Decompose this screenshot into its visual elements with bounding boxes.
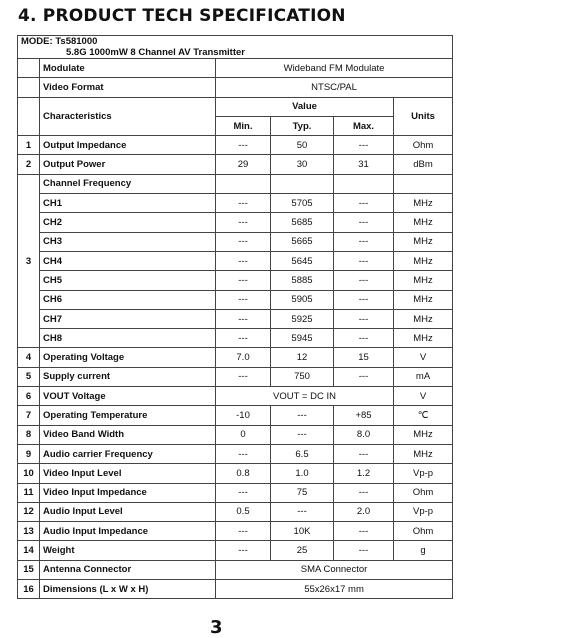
row-number: 15 [18, 560, 40, 579]
table-row [18, 136, 453, 155]
typ-value: 5665 [271, 232, 334, 251]
unit-value: MHz [394, 309, 453, 328]
unit-value: Ohm [394, 136, 453, 155]
min-value: 0 [216, 425, 271, 444]
table-row [18, 406, 453, 425]
channel-row [18, 194, 453, 213]
min-header: Min. [216, 116, 271, 135]
channel-row [18, 251, 453, 270]
unit-value: MHz [394, 232, 453, 251]
parameter-name: Output Power [40, 155, 216, 174]
row-number: 9 [18, 444, 40, 463]
min-value: --- [216, 213, 271, 232]
max-value: --- [334, 541, 394, 560]
table-row [18, 367, 453, 386]
channel-name: CH5 [40, 271, 216, 290]
parameter-name: Weight [40, 541, 216, 560]
channel-name: CH7 [40, 309, 216, 328]
model-code: Ts581000 [55, 36, 98, 47]
max-value: 1.2 [334, 464, 394, 483]
typ-value: 6.5 [271, 444, 334, 463]
typ-value: 1.0 [271, 464, 334, 483]
typ-value: --- [271, 406, 334, 425]
channel-name: CH2 [40, 213, 216, 232]
channel-name: CH1 [40, 194, 216, 213]
page-title: 4. PRODUCT TECH SPECIFICATION [18, 6, 346, 26]
channel-row [18, 329, 453, 348]
model-label: MODE: [21, 36, 53, 47]
typ-value: 5885 [271, 271, 334, 290]
row-number: 4 [18, 348, 40, 367]
min-value: --- [216, 309, 271, 328]
max-value: 15 [334, 348, 394, 367]
unit-value: Ohm [394, 522, 453, 541]
empty-cell [394, 174, 453, 193]
model-cell [18, 36, 453, 59]
parameter-name: Operating Voltage [40, 348, 216, 367]
parameter-name: Dimensions (L x W x H) [40, 580, 216, 599]
typ-value: 5645 [271, 251, 334, 270]
merged-value: VOUT = DC IN [216, 387, 394, 406]
parameter-name: Audio Input Level [40, 502, 216, 521]
table-row [18, 464, 453, 483]
typ-value: 750 [271, 367, 334, 386]
video-format-row [18, 78, 453, 97]
unit-value: V [394, 387, 453, 406]
spec-table [17, 35, 453, 599]
min-value: 29 [216, 155, 271, 174]
empty-cell [216, 174, 271, 193]
max-value: 8.0 [334, 425, 394, 444]
video-format-value: NTSC/PAL [216, 78, 453, 97]
row-number: 7 [18, 406, 40, 425]
channel-row [18, 232, 453, 251]
parameter-name: Audio carrier Frequency [40, 444, 216, 463]
value-header: Value [216, 97, 394, 116]
table-row [18, 522, 453, 541]
typ-value: 10K [271, 522, 334, 541]
unit-value: MHz [394, 290, 453, 309]
max-value: 31 [334, 155, 394, 174]
parameter-name: Antenna Connector [40, 560, 216, 579]
max-value: --- [334, 290, 394, 309]
unit-value: MHz [394, 271, 453, 290]
merged-value: 55x26x17 mm [216, 580, 453, 599]
max-value: 2.0 [334, 502, 394, 521]
max-value: --- [334, 232, 394, 251]
page-number: 3 [210, 617, 223, 638]
parameter-name: VOUT Voltage [40, 387, 216, 406]
channel-row [18, 271, 453, 290]
row-number: 14 [18, 541, 40, 560]
empty-cell [334, 174, 394, 193]
row-number: 8 [18, 425, 40, 444]
min-value: 0.5 [216, 502, 271, 521]
row-number: 1 [18, 136, 40, 155]
table-row [18, 387, 453, 406]
max-value: --- [334, 367, 394, 386]
typ-value: --- [271, 502, 334, 521]
min-value: --- [216, 541, 271, 560]
channel-row [18, 213, 453, 232]
unit-value: ℃ [394, 406, 453, 425]
unit-value: MHz [394, 194, 453, 213]
merged-value: SMA Connector [216, 560, 453, 579]
min-value: --- [216, 483, 271, 502]
row-number: 5 [18, 367, 40, 386]
video-format-label: Video Format [40, 78, 216, 97]
row-number: 13 [18, 522, 40, 541]
modulate-label: Modulate [40, 59, 216, 78]
row-number: 12 [18, 502, 40, 521]
typ-value: 5685 [271, 213, 334, 232]
max-value: --- [334, 251, 394, 270]
row-number-empty [18, 97, 40, 136]
channel-name: CH6 [40, 290, 216, 309]
channel-name: CH8 [40, 329, 216, 348]
typ-value: 50 [271, 136, 334, 155]
table-row [18, 155, 453, 174]
channel-name: CH4 [40, 251, 216, 270]
max-value: --- [334, 136, 394, 155]
typ-value: 5705 [271, 194, 334, 213]
table-row [18, 541, 453, 560]
min-value: --- [216, 251, 271, 270]
table-row [18, 560, 453, 579]
row-number: 11 [18, 483, 40, 502]
unit-value: g [394, 541, 453, 560]
min-value: 0.8 [216, 464, 271, 483]
model-row [18, 36, 453, 59]
unit-value: MHz [394, 251, 453, 270]
unit-value: Vp-p [394, 464, 453, 483]
unit-value: dBm [394, 155, 453, 174]
row-number: 3 [18, 174, 40, 348]
unit-value: mA [394, 367, 453, 386]
model-description: 5.8G 1000mW 8 Channel AV Transmitter [66, 47, 245, 58]
max-value: --- [334, 194, 394, 213]
unit-value: V [394, 348, 453, 367]
min-value: -10 [216, 406, 271, 425]
max-value: --- [334, 271, 394, 290]
unit-value: MHz [394, 329, 453, 348]
min-value: --- [216, 232, 271, 251]
empty-cell [271, 174, 334, 193]
typ-value: 25 [271, 541, 334, 560]
row-number-empty [18, 78, 40, 97]
min-value: 7.0 [216, 348, 271, 367]
parameter-name: Operating Temperature [40, 406, 216, 425]
unit-value: MHz [394, 213, 453, 232]
table-row [18, 444, 453, 463]
row-number: 10 [18, 464, 40, 483]
typ-value: 5945 [271, 329, 334, 348]
typ-value: 30 [271, 155, 334, 174]
min-value: --- [216, 290, 271, 309]
row-number-empty [18, 59, 40, 78]
max-value: --- [334, 444, 394, 463]
min-value: --- [216, 136, 271, 155]
row-number: 6 [18, 387, 40, 406]
units-header: Units [394, 97, 453, 136]
max-value: +85 [334, 406, 394, 425]
max-header: Max. [334, 116, 394, 135]
typ-value: 12 [271, 348, 334, 367]
table-row [18, 348, 453, 367]
characteristics-header: Characteristics [40, 97, 216, 136]
min-value: --- [216, 194, 271, 213]
typ-value: --- [271, 425, 334, 444]
parameter-name: Video Band Width [40, 425, 216, 444]
modulate-row [18, 59, 453, 78]
typ-value: 75 [271, 483, 334, 502]
max-value: --- [334, 329, 394, 348]
unit-value: MHz [394, 444, 453, 463]
min-value: --- [216, 444, 271, 463]
row-number: 16 [18, 580, 40, 599]
table-row [18, 580, 453, 599]
channel-row [18, 309, 453, 328]
parameter-name: Audio Input Impedance [40, 522, 216, 541]
min-value: --- [216, 271, 271, 290]
parameter-name: Video Input Impedance [40, 483, 216, 502]
header-row [18, 97, 453, 116]
min-value: --- [216, 367, 271, 386]
parameter-name: Video Input Level [40, 464, 216, 483]
parameter-name: Output Impedance [40, 136, 216, 155]
table-row [18, 425, 453, 444]
typ-value: 5905 [271, 290, 334, 309]
unit-value: Ohm [394, 483, 453, 502]
table-row [18, 174, 453, 193]
max-value: --- [334, 522, 394, 541]
channel-row [18, 290, 453, 309]
table-row [18, 502, 453, 521]
typ-header: Typ. [271, 116, 334, 135]
max-value: --- [334, 309, 394, 328]
typ-value: 5925 [271, 309, 334, 328]
min-value: --- [216, 522, 271, 541]
table-row [18, 483, 453, 502]
max-value: --- [334, 483, 394, 502]
modulate-value: Wideband FM Modulate [216, 59, 453, 78]
max-value: --- [334, 213, 394, 232]
row-number: 2 [18, 155, 40, 174]
parameter-name: Supply current [40, 367, 216, 386]
unit-value: Vp-p [394, 502, 453, 521]
unit-value: MHz [394, 425, 453, 444]
parameter-name: Channel Frequency [40, 174, 216, 193]
min-value: --- [216, 329, 271, 348]
channel-name: CH3 [40, 232, 216, 251]
